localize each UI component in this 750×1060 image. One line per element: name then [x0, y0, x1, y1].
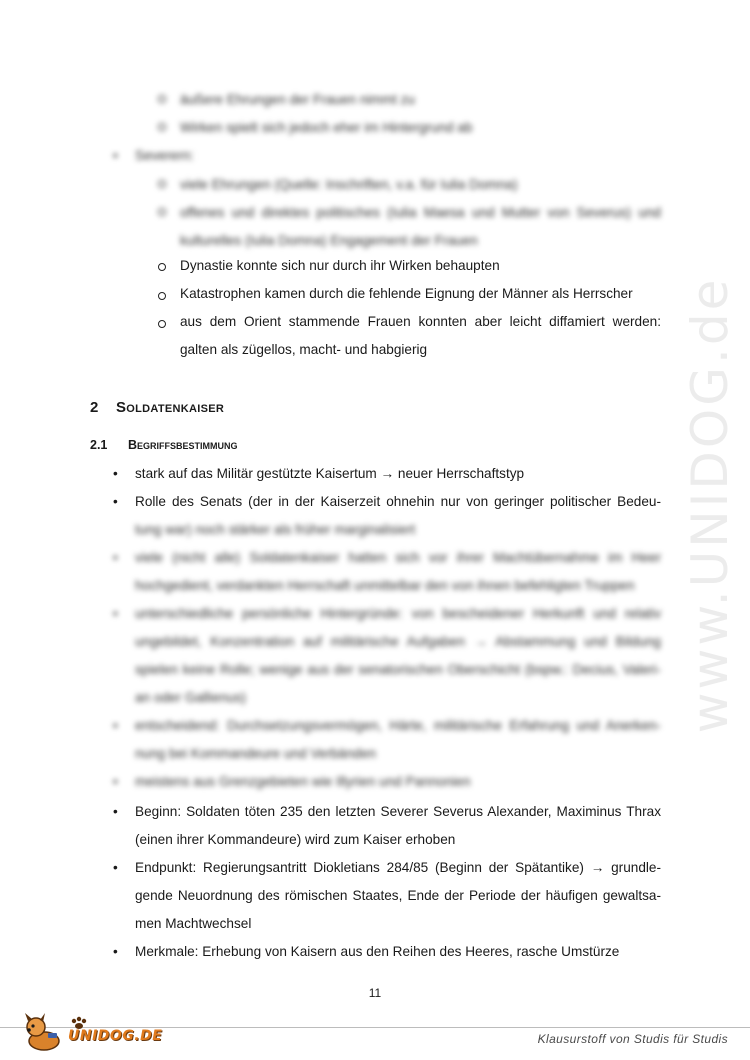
bullet-icon: •	[113, 606, 118, 621]
text-line: nung bei Kommandeure und Verbänden	[135, 746, 377, 761]
text-line: Endpunkt: Regierungsantritt Diokletians 284/85 (Beginn der Spätantike) → grundle-	[135, 860, 661, 875]
text-line: Severern:	[135, 148, 194, 163]
bullet-icon: •	[113, 718, 118, 733]
bullet-icon: •	[113, 550, 118, 565]
text-line: hochgedient, verdankten Herrschaft unmittelbar den von ihnen befehligten Truppen	[135, 578, 635, 593]
circle-bullet-icon	[158, 320, 166, 328]
bullet-icon: •	[113, 466, 118, 481]
bullet-icon: •	[113, 944, 118, 959]
circle-bullet-icon	[158, 180, 166, 188]
text-line: viele (nicht alle) Soldatenkaiser hatten sich vor ihrer Machtübernahme im Heer	[135, 550, 661, 565]
subsection-title: Begriffsbestimmung	[128, 438, 238, 452]
circle-bullet-icon	[158, 95, 166, 103]
text-line: Wirken spielt sich jedoch eher im Hintergrund ab	[180, 120, 473, 135]
text-line: aus dem Orient stammende Frauen konnten aber leicht diffamiert werden:	[180, 314, 661, 329]
subsection-number: 2.1	[90, 438, 108, 452]
text-line: an oder Gallienus)	[135, 690, 247, 705]
text-line: Rolle des Senats (der in der Kaiserzeit ohnehin nur von geringer politischer Bedeu-	[135, 494, 661, 509]
circle-bullet-icon	[158, 208, 166, 216]
bullet-icon: •	[113, 804, 118, 819]
circle-bullet-icon	[158, 263, 166, 271]
section-number: 2	[90, 399, 99, 416]
text-line: meistens aus Grenzgebieten wie Illyrien und Pannonien	[135, 774, 471, 789]
text-line: äußere Ehrungen der Frauen nimmt zu	[180, 92, 415, 107]
text-line: kulturelles (Iulia Domna) Engagement der Frauen	[180, 233, 478, 248]
circle-bullet-icon	[158, 292, 166, 300]
text-line: Dynastie konnte sich nur durch ihr Wirken behaupten	[180, 258, 500, 273]
text-line: galten als zügellos, macht- und habgierig	[180, 342, 428, 357]
text-line: men Machtwechsel	[135, 916, 252, 931]
watermark: www.UNIDOG.de	[681, 276, 739, 734]
section-title: Soldatenkaiser	[116, 399, 225, 416]
text-line: (einen ihrer Kommandeure) wird zum Kaiser erhoben	[135, 832, 456, 847]
text-line: Beginn: Soldaten töten 235 den letzten Severer Severus Alexander, Maximinus Thrax	[135, 804, 661, 819]
text-line: spielen keine Rolle; wenige aus der senatorischen Oberschicht (bspw.: Decius, Valeri-	[135, 662, 661, 677]
page-number: 11	[368, 986, 382, 1000]
text-line: stark auf das Militär gestützte Kaisertum → neuer Herrschaftstyp	[135, 466, 525, 481]
text-line: viele Ehrungen (Quelle: Inschriften, v.a. für Iulia Domna)	[180, 177, 518, 192]
text-line: entscheidend: Durchsetzungsvermögen, Härte, militärische Erfahrung und Anerken-	[135, 718, 661, 733]
bullet-icon: •	[113, 494, 118, 509]
text-line: Katastrophen kamen durch die fehlende Eignung der Männer als Herrscher	[180, 286, 633, 301]
footer-slogan: Klausurstoff von Studis für Studis	[537, 1032, 728, 1046]
text-line: gende Neuordnung des römischen Staates, Ende der Periode der häufigen gewaltsa-	[135, 888, 661, 903]
text-line: offenes und direktes politisches (Iulia Maesa und Mutter von Severus) und	[180, 205, 661, 220]
bullet-icon: •	[113, 774, 118, 789]
text-line: Merkmale: Erhebung von Kaisern aus den Reihen des Heeres, rasche Umstürze	[135, 944, 620, 959]
bullet-icon: •	[113, 860, 118, 875]
text-line: ungebildet, Konzentration auf militärische Aufgaben → Abstammung und Bildung	[135, 634, 661, 649]
circle-bullet-icon	[158, 123, 166, 131]
bullet-icon: •	[113, 148, 118, 163]
logo-wordmark: UNIDOG.DE	[68, 1028, 163, 1044]
text-line: unterschiedliche persönliche Hintergründe: von bescheidener Herkunft und relativ	[135, 606, 661, 621]
text-line: tung war) noch stärker als früher marginalisiert	[135, 522, 416, 537]
